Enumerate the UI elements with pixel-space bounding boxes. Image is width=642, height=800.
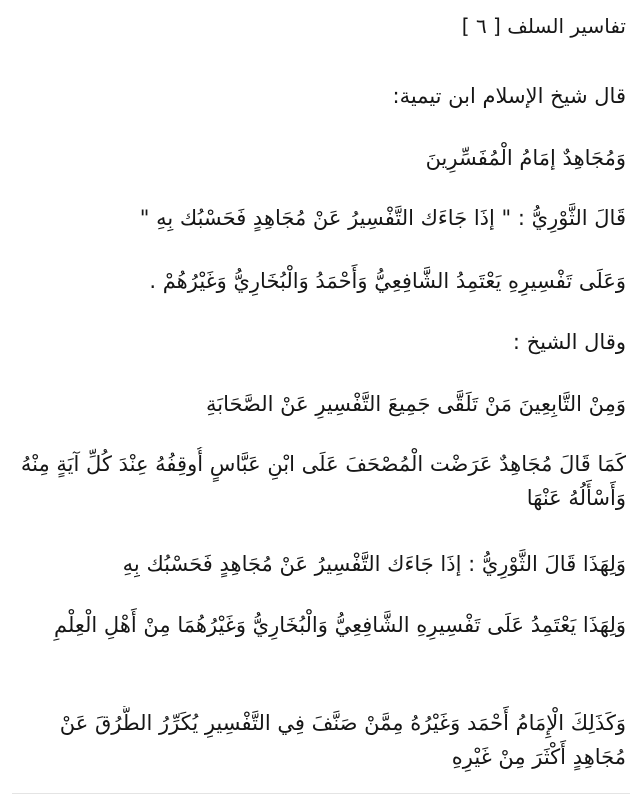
paragraph-ahmad-others: وَكَذَلِكَ الْإِمَامُ أَحْمَد وَغَيْرُهُ مِمَّنْ صَنَّفَ فِي التَّفْسِيرِ يُكَرِّرُ الطُّرُقَ عَنْ مُجَاهِدٍ أَكْثَرَ مِنْ غَيْرِهِ bbox=[59, 711, 626, 769]
document-title: تفاسير السلف [ ٦ ] bbox=[461, 14, 626, 38]
paragraph-thawri-quote: قَالَ الثَّوْرِيُّ : " إذَا جَاءَك التَّفْسِيرُ عَنْ مُجَاهِدٍ فَحَسْبُك بِهِ " bbox=[139, 206, 626, 230]
paragraph-ibn-abbas: كَمَا قَالَ مُجَاهِدٌ عَرَضْت الْمُصْحَفَ عَلَى ابْنِ عَبَّاسٍ أُوقِفُهُ عِنْدَ كُلِّ آيَةٍ مِنْهُ وَأَسْأَلُهُ عَنْهَا bbox=[20, 452, 626, 510]
paragraph-mujahid-imam: وَمُجَاهِدٌ إمَامُ الْمُفَسِّرِينَ bbox=[425, 146, 626, 170]
paragraph-shafii-bukhari: وَلِهَذَا يَعْتَمِدُ عَلَى تَفْسِيرِهِ الشَّافِعِيُّ وَالْبُخَارِيُّ وَغَيْرُهُمَا مِنْ أَهْلِ الْعِلْمِ bbox=[53, 613, 626, 637]
paragraph-intro: قال شيخ الإسلام ابن تيمية: bbox=[392, 84, 626, 108]
paragraph-sheikh-said: وقال الشيخ : bbox=[512, 330, 626, 354]
paragraph-tabiin: وَمِنْ التَّابِعِينَ مَنْ تَلَقَّى جَمِيعَ التَّفْسِيرِ عَنْ الصَّحَابَةِ bbox=[205, 392, 626, 416]
paragraph-thawri-repeat: وَلِهَذَا قَالَ الثَّوْرِيُّ : إذَا جَاءَك التَّفْسِيرُ عَنْ مُجَاهِدٍ فَحَسْبُك بِهِ bbox=[122, 552, 626, 576]
bottom-divider bbox=[12, 793, 630, 794]
paragraph-scholars-rely: وَعَلَى تَفْسِيرِهِ يَعْتَمِدُ الشَّافِعِيُّ وَأَحْمَدُ وَالْبُخَارِيُّ وَغَيْرُهُمْ . bbox=[149, 269, 626, 293]
